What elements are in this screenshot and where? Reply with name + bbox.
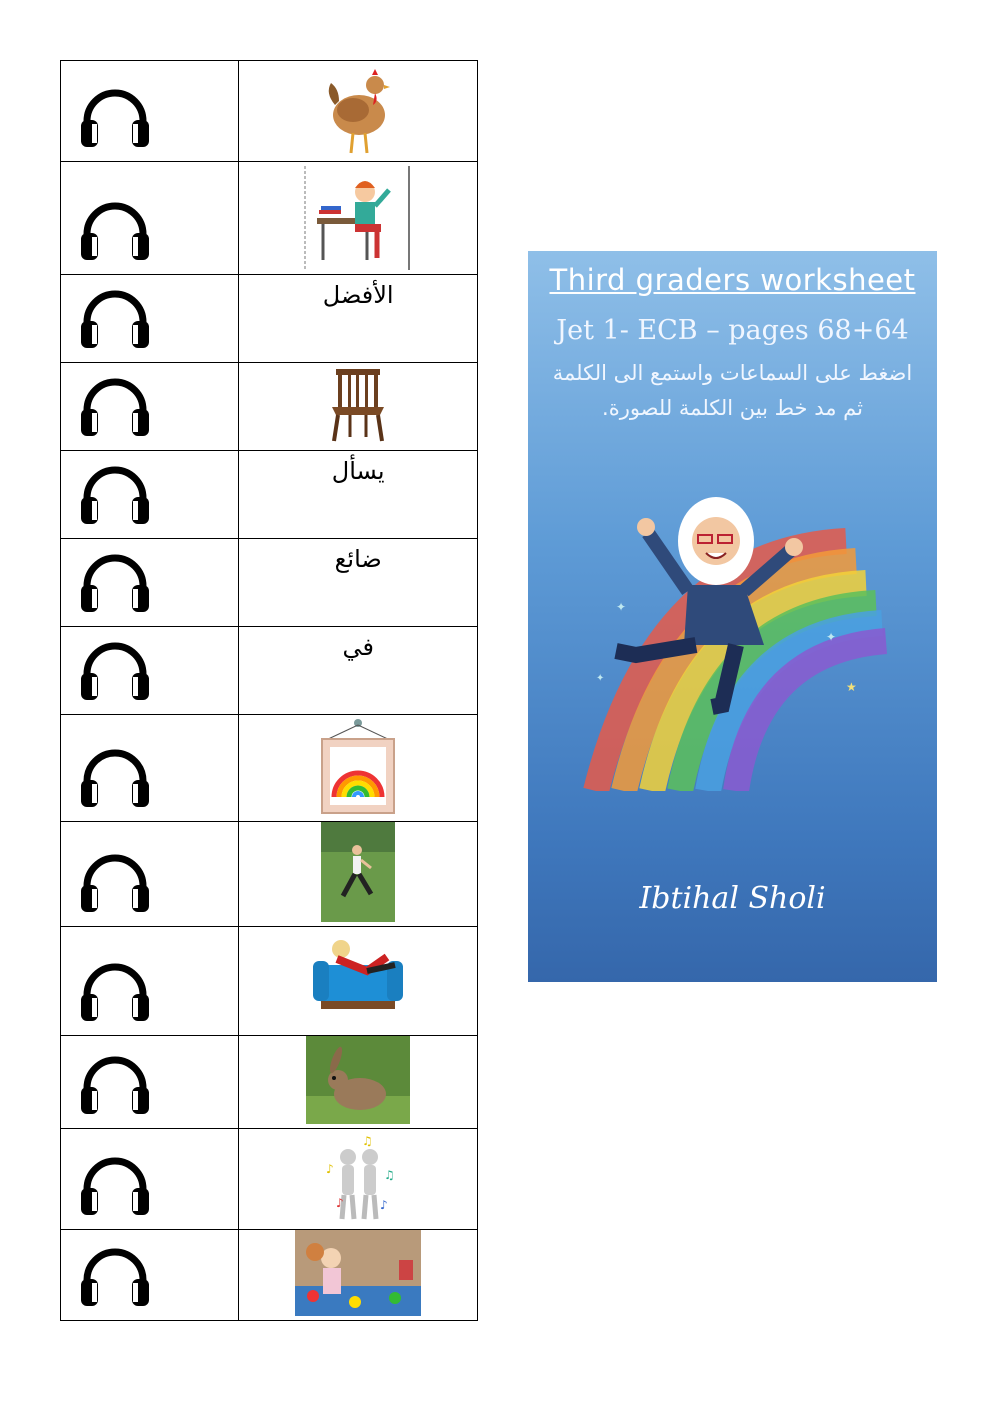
cover-card: [528, 251, 937, 982]
student-at-desk-image: [303, 166, 413, 270]
table-row: [61, 927, 478, 1036]
word-cell: [239, 539, 478, 627]
table-row: [61, 61, 478, 162]
picture-cell: [239, 822, 478, 927]
audio-cell: [61, 927, 239, 1036]
headphones-icon[interactable]: [79, 640, 151, 702]
svg-text:♫: ♫: [362, 1134, 373, 1148]
teacher-avatar-on-rainbow: [576, 491, 896, 791]
audio-cell: [61, 451, 239, 539]
instruction-line-2: ثم مد خط بين الكلمة للصورة.: [602, 396, 863, 420]
card-subtitle: Jet 1- ECB – pages 68+64: [556, 315, 909, 346]
svg-text:✦: ✦: [596, 673, 605, 684]
word-cell: [239, 275, 478, 363]
table-row: [61, 539, 478, 627]
arabic-word: ضائع: [334, 545, 382, 573]
girl-playing-image: [295, 1230, 421, 1316]
picture-cell: [239, 1036, 478, 1129]
headphones-icon[interactable]: [79, 288, 151, 350]
rabbit-image: [306, 1036, 410, 1124]
word-cell: [239, 451, 478, 539]
svg-text:♪: ♪: [326, 1162, 334, 1176]
audio-cell: [61, 1129, 239, 1230]
svg-text:♪: ♪: [380, 1198, 388, 1212]
audio-cell: [61, 1036, 239, 1129]
svg-text:✦: ✦: [826, 630, 837, 644]
headphones-icon[interactable]: [79, 464, 151, 526]
svg-text:♪: ♪: [336, 1196, 344, 1210]
headphones-icon[interactable]: [79, 552, 151, 614]
chair-image: [328, 367, 388, 443]
card-title: Third graders worksheet: [549, 263, 916, 297]
arabic-word: الأفضل: [322, 281, 394, 309]
headphones-icon[interactable]: [79, 87, 151, 149]
arabic-word: في: [342, 633, 374, 661]
headphones-icon[interactable]: [79, 747, 151, 809]
picture-cell: [239, 162, 478, 275]
svg-text:★: ★: [846, 680, 857, 694]
table-row: [61, 627, 478, 715]
arabic-word: يسأل: [331, 457, 385, 485]
picture-cell: [239, 61, 478, 162]
instruction-line-1: اضغط على السماعات واستمع الى الكلمة: [552, 361, 913, 385]
headphones-icon[interactable]: [79, 1246, 151, 1308]
running-woman-image: [321, 822, 395, 922]
picture-cell: [239, 927, 478, 1036]
picture-cell: [239, 715, 478, 822]
picture-cell: [239, 1129, 478, 1230]
audio-cell: [61, 539, 239, 627]
table-row: [61, 363, 478, 451]
picture-cell: [239, 363, 478, 451]
picture-cell: [239, 1230, 478, 1321]
headphones-icon[interactable]: [79, 1054, 151, 1116]
author-signature: Ibtihal Sholi: [639, 881, 826, 916]
table-row: [61, 162, 478, 275]
singing-figures-image: [318, 1133, 398, 1225]
headphones-icon[interactable]: [79, 376, 151, 438]
card-instructions: [528, 356, 937, 426]
headphones-icon[interactable]: [79, 1155, 151, 1217]
svg-text:✦: ✦: [616, 600, 627, 614]
headphones-icon[interactable]: [79, 200, 151, 262]
matching-table: [60, 60, 478, 1321]
table-row: [61, 1230, 478, 1321]
audio-cell: [61, 363, 239, 451]
person-on-armchair-image: [311, 931, 405, 1015]
table-row: [61, 1129, 478, 1230]
audio-cell: [61, 715, 239, 822]
headphones-icon[interactable]: [79, 852, 151, 914]
chicken-image: [323, 65, 393, 157]
audio-cell: [61, 627, 239, 715]
table-row: [61, 451, 478, 539]
table-row: [61, 275, 478, 363]
audio-cell: [61, 1230, 239, 1321]
audio-cell: [61, 822, 239, 927]
table-row: [61, 715, 478, 822]
rainbow-picture-image: [316, 719, 400, 817]
audio-cell: [61, 275, 239, 363]
table-row: [61, 1036, 478, 1129]
audio-cell: [61, 162, 239, 275]
word-cell: [239, 627, 478, 715]
table-row: [61, 822, 478, 927]
svg-text:♫: ♫: [384, 1168, 395, 1182]
audio-cell: [61, 61, 239, 162]
headphones-icon[interactable]: [79, 961, 151, 1023]
